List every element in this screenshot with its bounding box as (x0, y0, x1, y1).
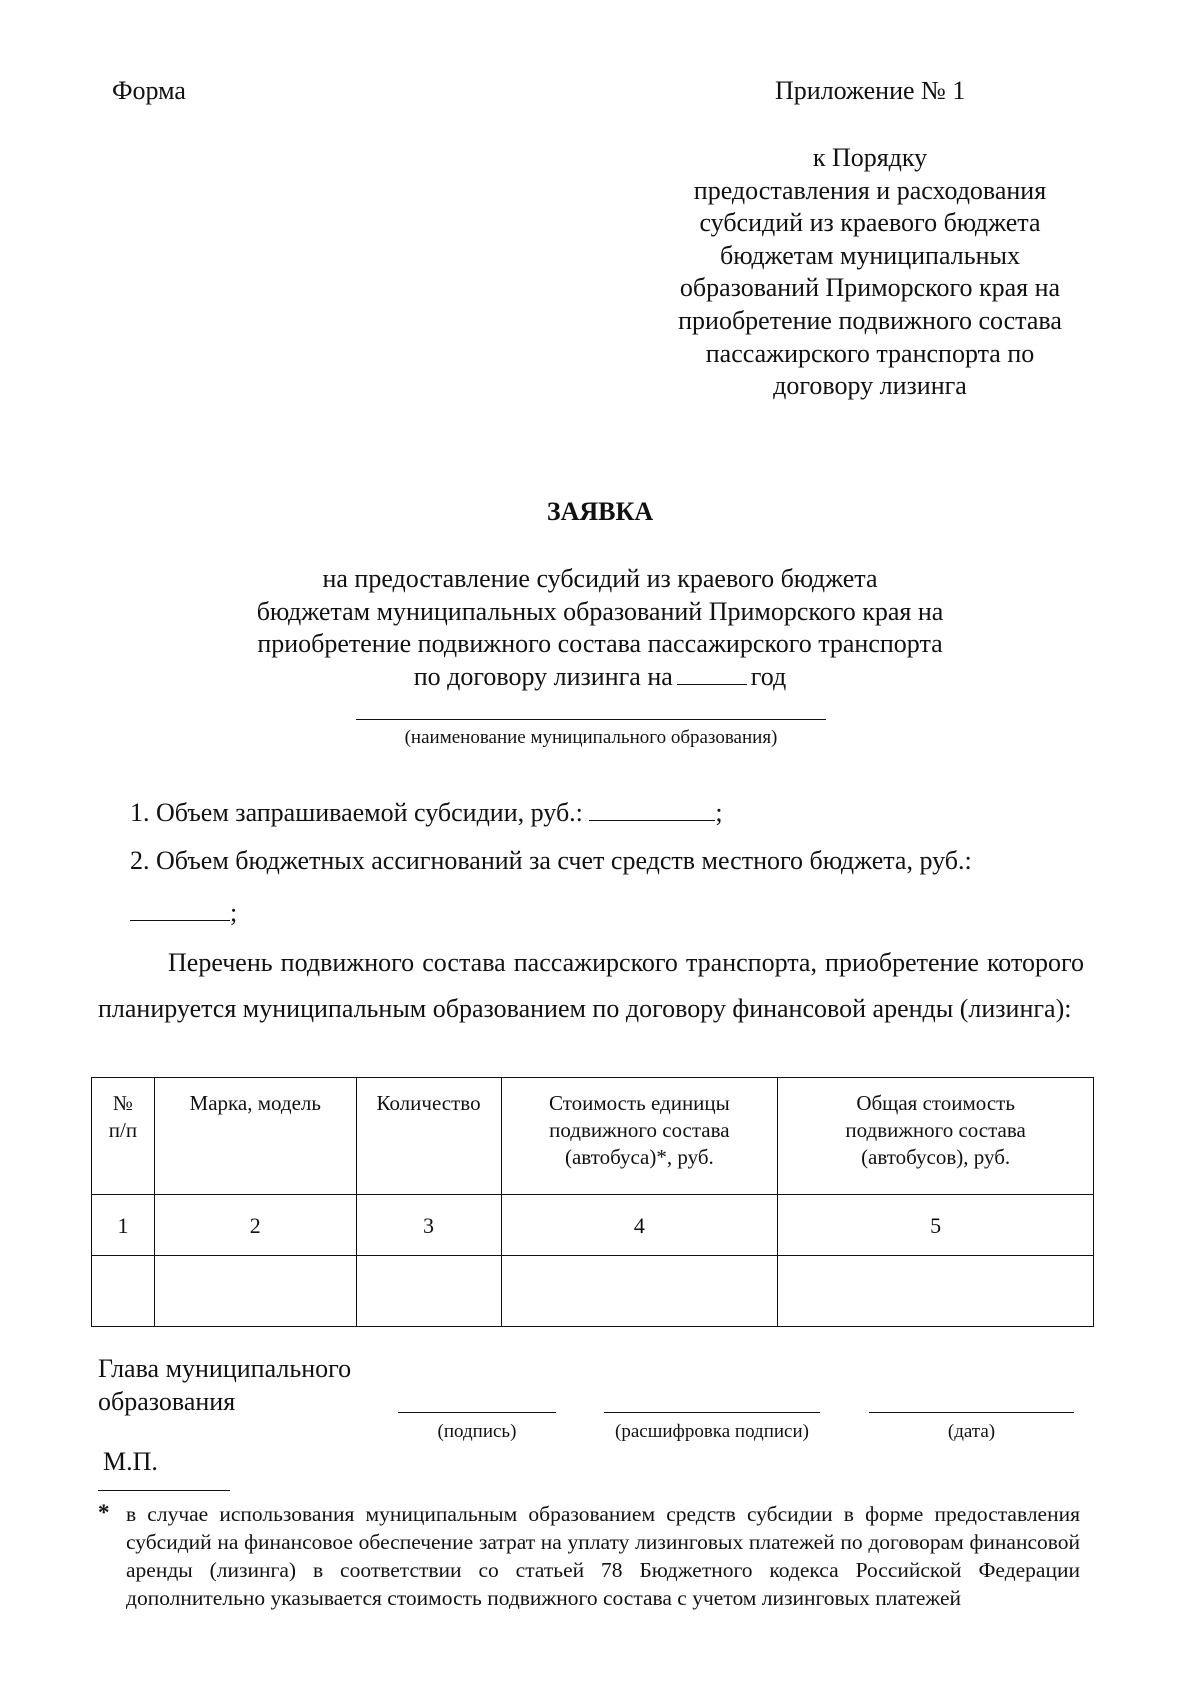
item-terminator: ; (715, 798, 723, 827)
appendix-line: бюджетам муниципальных (720, 240, 1020, 270)
column-number-cell: 3 (356, 1195, 501, 1256)
footnote-divider (98, 1490, 230, 1491)
local-budget-field[interactable] (130, 896, 230, 921)
fleet-table (91, 1077, 1094, 1327)
municipality-name-field[interactable] (356, 719, 826, 720)
column-number-cell: 2 (154, 1195, 356, 1256)
table-header-cell: Марка, модель (154, 1078, 356, 1195)
table-cell[interactable] (154, 1256, 356, 1327)
signature-field[interactable] (398, 1412, 556, 1413)
date-caption: (дата) (947, 1421, 996, 1442)
table-header-cell: Количество (356, 1078, 501, 1195)
table-header-cell: Общая стоимость подвижного состава (автобусов), руб. (778, 1078, 1094, 1195)
table-cell[interactable] (92, 1256, 155, 1327)
appendix-line: приобретение подвижного состава (678, 305, 1062, 335)
appendix-line: к Порядку (812, 143, 928, 172)
form-label: Форма (112, 76, 186, 105)
appendix-number: Приложение № 1 (775, 76, 966, 105)
footnote-mark: * (98, 1500, 110, 1525)
subtitle-line-start: по договору лизинга на (413, 661, 673, 691)
local-budget-label: 2. Объем бюджетных ассигнований за счет средств местного бюджета, руб.: (130, 846, 972, 875)
footnote-text: в случае использования муниципальным образованием средств субсидии в форме предоставления субсидий на финансовое обеспечение затрат на уплату лизинговых платежей по договорам финансовой аренды (лизинга) в соответствии со статьей 78 Бюджетного кодекса Российской Федерации дополнительно указывается стоимость подвижного состава с учетом лизинговых платежей (126, 1502, 1080, 1610)
signature-caption: (подпись) (437, 1421, 517, 1442)
subtitle-line: бюджетам муниципальных образований Приморского края на (256, 596, 944, 626)
table-row (92, 1195, 1094, 1256)
table-header-cell (92, 1078, 155, 1195)
column-number-cell: 4 (501, 1195, 778, 1256)
table-cell[interactable] (778, 1256, 1094, 1327)
subtitle-line: на предоставление субсидий из краевого бюджета (322, 564, 878, 593)
requested-subsidy-field[interactable] (589, 796, 715, 821)
signature-decoding-field[interactable] (604, 1412, 820, 1413)
column-number-cell: 1 (92, 1195, 155, 1256)
requested-subsidy-label: 1. Объем запрашиваемой субсидии, руб.: (130, 798, 583, 827)
appendix-line: субсидий из краевого бюджета (699, 208, 1041, 238)
local-budget-value-line (130, 896, 237, 928)
head-title-line: Глава муниципального (98, 1354, 352, 1383)
local-budget-item (130, 846, 972, 876)
table-header-cell: Стоимость единицы подвижного состава (автобуса)*, руб. (501, 1078, 778, 1195)
header-number-sign: № (112, 1091, 133, 1115)
appendix-line: пассажирского транспорта по (705, 338, 1035, 368)
document-title: ЗАЯВКА (546, 497, 654, 526)
fleet-list-intro: Перечень подвижного состава пассажирского транспорта, приобретение которого планируется муниципальным образованием по договору финансовой аренды (лизинга): (98, 948, 1084, 1023)
subtitle-line-end: год (750, 661, 787, 691)
document-subtitle (150, 563, 1050, 693)
subtitle-line (150, 661, 1050, 694)
header-number-abbr: п/п (108, 1118, 138, 1142)
subtitle-line: приобретение подвижного состава пассажирского транспорта (257, 629, 943, 658)
municipality-name-caption: (наименование муниципального образования) (404, 727, 778, 748)
head-title-line: образования (98, 1387, 236, 1416)
head-of-municipality-label (98, 1352, 351, 1418)
table-header-row (92, 1078, 1094, 1195)
appendix-line: договору лизинга (773, 371, 967, 401)
item-terminator: ; (230, 898, 238, 927)
table-cell[interactable] (356, 1256, 501, 1327)
column-number-cell: 5 (778, 1195, 1094, 1256)
signature-decoding-caption: (расшифровка подписи) (615, 1421, 809, 1442)
date-field[interactable] (869, 1412, 1074, 1413)
appendix-line: образований Приморского края на (679, 273, 1061, 303)
appendix-reference (640, 142, 1100, 403)
table-cell[interactable] (501, 1256, 778, 1327)
year-blank-field[interactable] (677, 662, 747, 685)
stamp-place-label: М.П. (103, 1447, 158, 1476)
requested-subsidy-item (130, 796, 723, 828)
table-row (92, 1256, 1094, 1327)
appendix-line: предоставления и расходования (693, 175, 1047, 205)
